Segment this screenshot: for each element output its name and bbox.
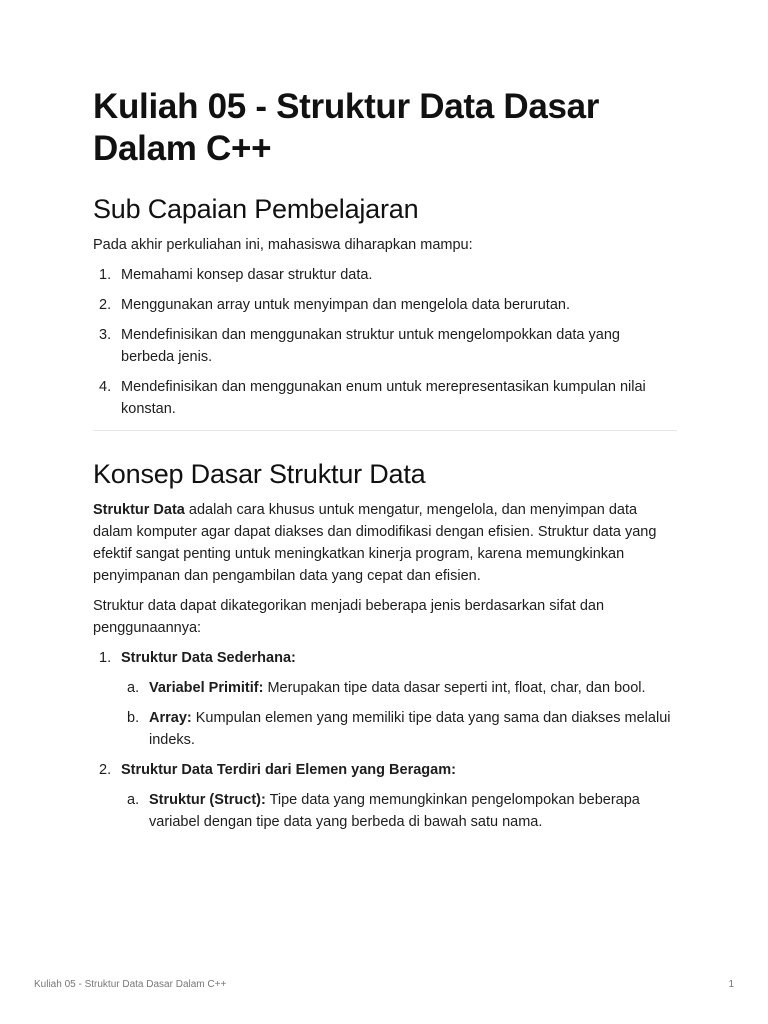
list-item: [93, 759, 677, 833]
list-item-text: Menggunakan array untuk menyimpan dan mengelola data berurutan.: [121, 297, 570, 313]
sub-list-item: [121, 677, 677, 699]
sub-text: Tipe data yang memungkinkan pengelompokan beberapa variabel dengan tipe data yang berbeda di bawah satu nama.: [149, 792, 640, 830]
sub-list: [121, 677, 677, 751]
list-marker: 2.: [99, 762, 112, 778]
sub-marker: a.: [127, 792, 140, 808]
sub-term: Struktur (Struct):: [149, 792, 266, 808]
document-page: [93, 86, 677, 833]
list-marker: 2.: [99, 297, 112, 313]
category-label: Struktur Data Terdiri dari Elemen yang Beragam:: [121, 762, 456, 778]
list-item-text: Memahami konsep dasar struktur data.: [121, 267, 373, 283]
sub-list-item: [121, 789, 677, 833]
category-intro: Struktur data dapat dikategorikan menjadi beberapa jenis berdasarkan sifat dan penggunaannya:: [93, 598, 605, 636]
section-divider: [93, 430, 677, 431]
sub-text: Merupakan tipe data dasar seperti int, float, char, dan bool.: [263, 680, 646, 696]
sub-text: Kumpulan elemen yang memiliki tipe data yang sama dan diakses melalui indeks.: [149, 710, 671, 748]
page-title: Kuliah 05 - Struktur Data Dasar Dalam C++: [93, 87, 600, 168]
list-item: [93, 324, 677, 368]
sub-list: [121, 789, 677, 833]
footer-title: Kuliah 05 - Struktur Data Dasar Dalam C++: [34, 979, 227, 990]
definition-paragraph: [93, 499, 677, 587]
section-intro: Pada akhir perkuliahan ini, mahasiswa diharapkan mampu:: [93, 237, 473, 253]
sub-marker: b.: [127, 710, 140, 726]
sub-term: Array:: [149, 710, 192, 726]
list-marker: 3.: [99, 327, 112, 343]
list-item: [93, 264, 677, 286]
list-item-text: Mendefinisikan dan menggunakan enum untuk merepresentasikan kumpulan nilai konstan.: [121, 379, 646, 417]
section-heading-konsep-dasar: Konsep Dasar Struktur Data: [93, 459, 426, 489]
sub-list-item: [121, 707, 677, 751]
category-list: [93, 647, 677, 833]
list-marker: 4.: [99, 379, 112, 395]
sub-term: Variabel Primitif:: [149, 680, 264, 696]
objectives-list: [93, 264, 677, 420]
sub-marker: a.: [127, 680, 140, 696]
list-item: [93, 294, 677, 316]
list-item: [93, 647, 677, 751]
page-number: 1: [728, 979, 734, 990]
section-heading-sub-capaian: Sub Capaian Pembelajaran: [93, 194, 419, 224]
list-item: [93, 376, 677, 420]
list-marker: 1.: [99, 267, 112, 283]
category-label: Struktur Data Sederhana:: [121, 650, 296, 666]
list-marker: 1.: [99, 650, 112, 666]
list-item-text: Mendefinisikan dan menggunakan struktur untuk mengelompokkan data yang berbeda jenis.: [121, 327, 620, 365]
definition-text: adalah cara khusus untuk mengatur, mengelola, dan menyimpan data dalam komputer agar dapat diakses dan dimodifikasi dengan efisien. Struktur data yang efektif sangat penting untuk meningkatkan kinerja program, karena memungkinkan penyimpanan dan pengambilan data yang cepat dan efisien.: [93, 502, 657, 584]
term-bold: Struktur Data: [93, 502, 185, 518]
